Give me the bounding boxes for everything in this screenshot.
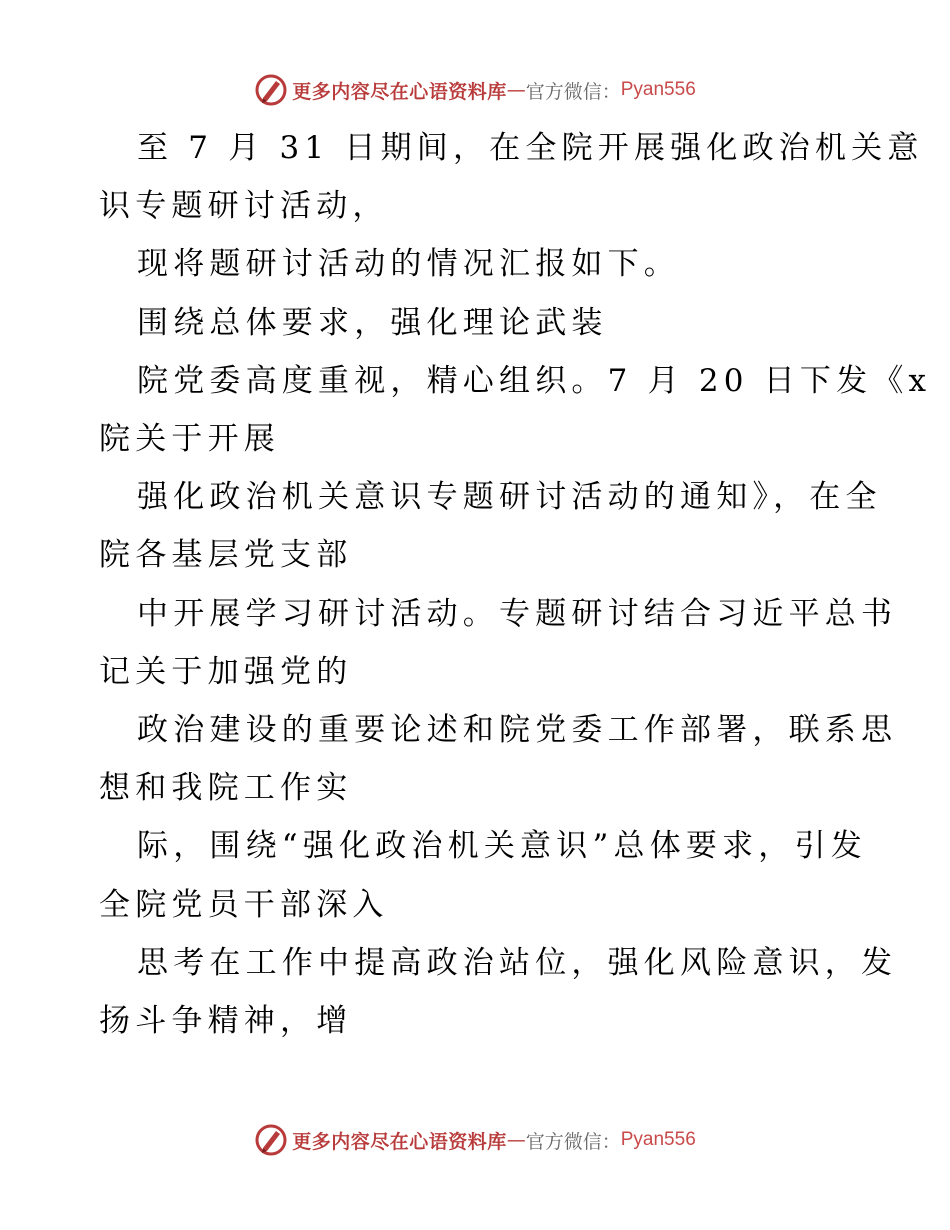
pen-logo-icon bbox=[254, 73, 288, 107]
document-body bbox=[99, 119, 932, 1050]
text-line: 想和我院工作实 bbox=[99, 770, 353, 807]
text-line: 扬斗争精神，增 bbox=[99, 1003, 353, 1040]
banner-wechat-label: 官方微信： bbox=[525, 1130, 621, 1153]
text-line: 现将题研讨活动的情况汇报如下。 bbox=[137, 246, 680, 283]
banner-wechat-id: Pyan556 bbox=[620, 79, 696, 100]
text-line: 全院党员干部深入 bbox=[99, 886, 389, 923]
text-line: 院关于开展 bbox=[99, 421, 280, 458]
text-line: 中开展学习研讨活动。专题研讨结合习近平总书 bbox=[137, 595, 898, 632]
banner-dash: — bbox=[506, 1129, 526, 1151]
paragraph-lines bbox=[99, 119, 932, 1050]
text-line: 际，围绕“强化政治机关意识”总体要求，引发 bbox=[137, 828, 867, 865]
text-line: 至 7 月 31 日期间，在全院开展强化政治机关意 bbox=[137, 130, 924, 166]
banner-wechat-label: 官方微信： bbox=[525, 80, 621, 103]
header-banner bbox=[0, 70, 950, 110]
text-line: 识专题研讨活动， bbox=[99, 188, 389, 225]
footer-banner bbox=[0, 1120, 950, 1160]
banner-site-text: 更多内容尽在心语资料库 bbox=[292, 1130, 507, 1153]
text-line: 记关于加强党的 bbox=[99, 653, 353, 690]
text-line: 强化政治机关意识专题研讨活动的通知》，在全 bbox=[137, 479, 882, 516]
banner-wechat-id: Pyan556 bbox=[620, 1129, 696, 1150]
text-line: 政治建设的重要论述和院党委工作部署，联系思 bbox=[137, 712, 898, 749]
text-line: 院党委高度重视，精心组织。7 月 20 日下发《x bbox=[137, 362, 932, 399]
banner-dash: — bbox=[506, 79, 526, 101]
pen-logo-icon bbox=[254, 1123, 288, 1157]
banner-site-text: 更多内容尽在心语资料库 bbox=[292, 80, 507, 103]
text-line: 围绕总体要求，强化理论武装 bbox=[137, 304, 608, 341]
text-line: 院各基层党支部 bbox=[99, 537, 353, 574]
text-line: 思考在工作中提高政治站位，强化风险意识，发 bbox=[137, 944, 898, 981]
